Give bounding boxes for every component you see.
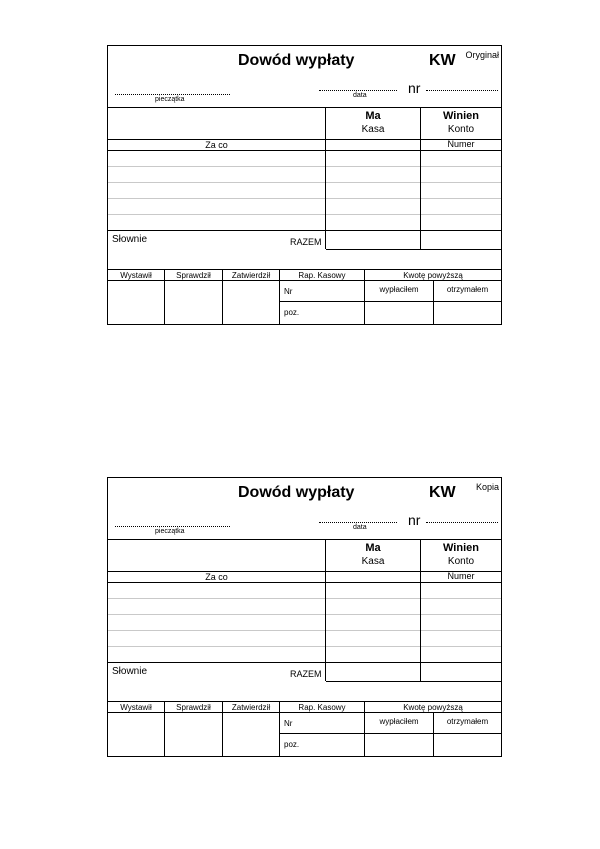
- kw-code: KW: [429, 484, 456, 501]
- form-title: Dowód wypłaty: [238, 52, 355, 69]
- number-field[interactable]: [426, 90, 498, 91]
- divider: [279, 733, 501, 734]
- copy-label: Oryginał: [465, 50, 499, 60]
- konto-heading: Konto: [447, 124, 475, 135]
- divider: [108, 269, 501, 270]
- cash-report-label: Rap. Kasowy: [298, 271, 346, 280]
- divider: [326, 249, 501, 250]
- numer-heading: Numer: [447, 571, 475, 581]
- entry-line: [108, 198, 501, 199]
- divider: [108, 712, 501, 713]
- stamp-label: pieczątka: [155, 528, 185, 535]
- amount-above-label: Kwotę powyższą: [403, 271, 463, 280]
- entry-line: [108, 614, 501, 615]
- numer-heading: Numer: [447, 139, 475, 149]
- total-label: RAZEM: [290, 669, 322, 679]
- report-position-label: poz.: [284, 740, 300, 749]
- issued-by-label: Wystawił: [120, 271, 152, 280]
- divider: [108, 280, 501, 281]
- date-field[interactable]: [319, 90, 397, 91]
- entry-line: [108, 214, 501, 215]
- report-number-label: Nr: [284, 287, 293, 296]
- number-label: nr: [408, 512, 421, 528]
- entry-line: [108, 166, 501, 167]
- date-label: data: [353, 92, 367, 99]
- kasa-heading: Kasa: [361, 124, 385, 135]
- kw-code: KW: [429, 52, 456, 69]
- in-words-label: Słownie: [112, 234, 148, 245]
- divider: [108, 150, 501, 151]
- divider: [108, 230, 501, 231]
- approved-by-label: Zatwierdził: [231, 271, 271, 280]
- winien-heading: Winien: [443, 542, 479, 554]
- payout-voucher-form: [107, 477, 502, 757]
- divider: [108, 582, 501, 583]
- divider: [108, 539, 501, 540]
- copy-label: Kopia: [475, 482, 499, 492]
- issued-by-label: Wystawił: [120, 703, 152, 712]
- stamp-field[interactable]: [115, 94, 230, 95]
- entry-line: [108, 630, 501, 631]
- received-label: otrzymałem: [446, 285, 489, 294]
- checked-by-label: Sprawdził: [176, 703, 211, 712]
- divider: [108, 662, 501, 663]
- report-number-label: Nr: [284, 719, 293, 728]
- divider: [279, 301, 501, 302]
- konto-heading: Konto: [447, 556, 475, 567]
- date-label: data: [353, 524, 367, 531]
- entry-line: [108, 598, 501, 599]
- paid-out-label: wypłaciłem: [379, 285, 419, 294]
- in-words-label: Słownie: [112, 666, 148, 677]
- payout-voucher-form: [107, 45, 502, 325]
- checked-by-label: Sprawdził: [176, 271, 211, 280]
- number-field[interactable]: [426, 522, 498, 523]
- paid-out-label: wypłaciłem: [379, 717, 419, 726]
- entry-line: [108, 646, 501, 647]
- ma-heading: Ma: [365, 542, 381, 554]
- stamp-label: pieczątka: [155, 96, 185, 103]
- received-label: otrzymałem: [446, 717, 489, 726]
- divider: [326, 681, 501, 682]
- report-position-label: poz.: [284, 308, 300, 317]
- form-title: Dowód wypłaty: [238, 484, 355, 501]
- winien-heading: Winien: [443, 110, 479, 122]
- divider: [108, 701, 501, 702]
- za-co-heading: Za co: [205, 140, 228, 150]
- amount-above-label: Kwotę powyższą: [403, 703, 463, 712]
- entry-line: [108, 182, 501, 183]
- cash-report-label: Rap. Kasowy: [298, 703, 346, 712]
- divider: [108, 107, 501, 108]
- approved-by-label: Zatwierdził: [231, 703, 271, 712]
- kasa-heading: Kasa: [361, 556, 385, 567]
- total-label: RAZEM: [290, 237, 322, 247]
- stamp-field[interactable]: [115, 526, 230, 527]
- number-label: nr: [408, 80, 421, 96]
- ma-heading: Ma: [365, 110, 381, 122]
- date-field[interactable]: [319, 522, 397, 523]
- za-co-heading: Za co: [205, 572, 228, 582]
